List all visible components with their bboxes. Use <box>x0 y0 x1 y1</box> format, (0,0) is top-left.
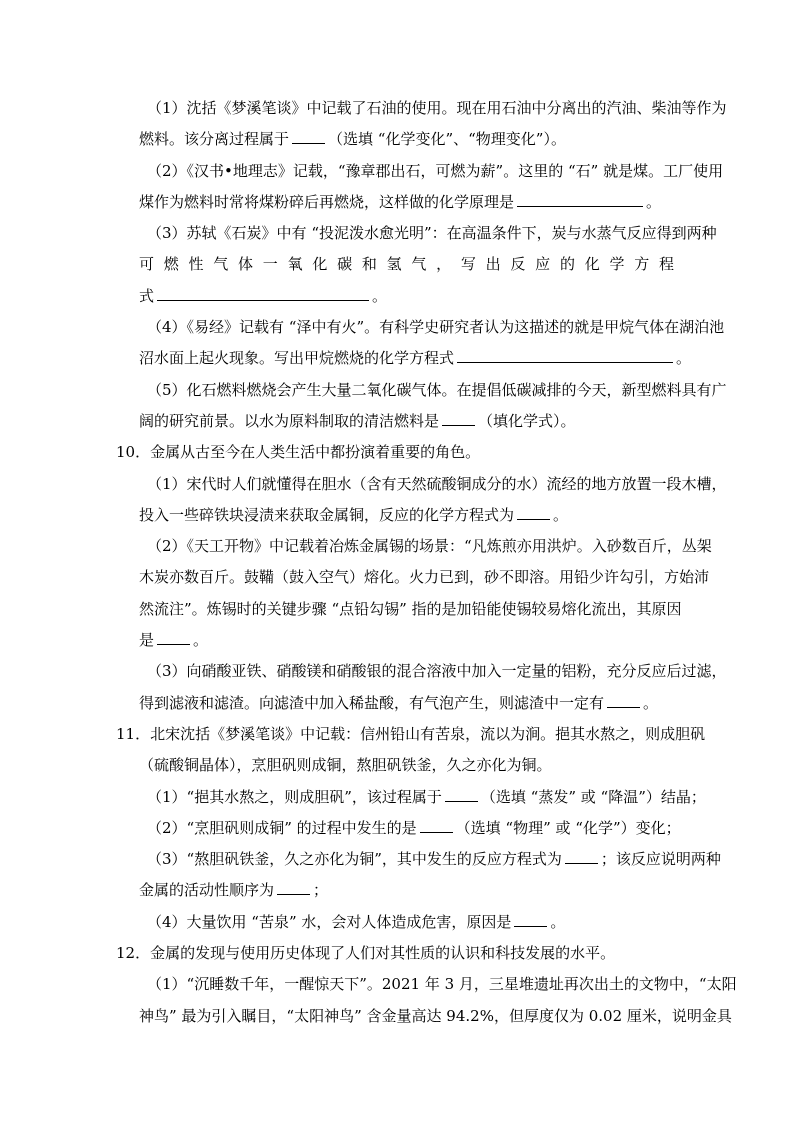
q9-part3-line2 <box>0 249 794 280</box>
answer-blank[interactable] <box>445 783 478 802</box>
q11-stem-line2 <box>0 750 794 781</box>
q10-part2-line4 <box>0 625 794 656</box>
text-line: 投入一些碎铁块浸渍来获取金属铜，反应的化学方程式为 。 <box>139 500 568 531</box>
question-stem: 12．金属的发现与使用历史体现了人们对其性质的认识和科技发展的水平。 <box>116 944 616 963</box>
q11-part3-line1 <box>0 844 794 875</box>
text-line: 木炭亦数百斤。鼓鞴（鼓入空气）熔化。火力已到，砂不即溶。用铅少许勾引，方始沛 <box>139 568 710 587</box>
q11-stem-line1 <box>0 719 794 750</box>
text-line: 燃料。该分离过程属于 （选填 “化学变化”、“物理变化”）。 <box>139 124 566 155</box>
q12-part1-line2 <box>0 1001 794 1032</box>
text-line: （3）“熬胆矾铁釜，久之亦化为铜”，其中发生的反应方程式为 ；该反应说明两种 <box>147 844 721 875</box>
answer-blank[interactable] <box>157 626 190 645</box>
q9-part2-line2 <box>0 187 794 218</box>
question-content <box>0 93 794 1032</box>
text-line: （1）“沉睡数千年，一醒惊天下”。2021 年 3 月，三星堆遗址再次出土的文物中，“太阳 <box>147 975 737 994</box>
q10-stem <box>0 437 794 468</box>
text-line: （4）《易经》记载有 “泽中有火”。有科学史研究者认为这描述的就是甲烷气体在湖泊池 <box>147 318 725 337</box>
text-line: （1）宋代时人们就懂得在胆水（含有天然硫酸铜成分的水）流经的地方放置一段木槽， <box>147 474 727 493</box>
answer-blank[interactable] <box>565 845 598 864</box>
text-line: （2）《汉书•地理志》记载，“豫章郡出石，可燃为薪”。这里的 “石” 就是煤。工厂使用 <box>147 161 724 180</box>
text-line: （1）“挹其水熬之，则成胆矾”，该过程属于 （选填 “蒸发” 或 “降温”）结晶； <box>147 782 706 813</box>
q9-part5-line1 <box>0 375 794 406</box>
text-line: （2）“烹胆矾则成铜” 的过程中发生的是 （选填 “物理” 或 “化学”）变化； <box>147 813 681 844</box>
text-line: （硫酸铜晶体），烹胆矾则成铜，熬胆矾铁釜，久之亦化为铜。 <box>139 756 552 775</box>
text-line: 然流注”。炼锡时的关键步骤 “点铅勾锡” 指的是加铅能使锡较易熔化流出，其原因 <box>139 599 682 618</box>
answer-blank[interactable] <box>514 908 547 927</box>
answer-blank[interactable] <box>607 689 640 708</box>
q10-part1-line2 <box>0 500 794 531</box>
q9-part3-line3 <box>0 281 794 312</box>
q11-part1 <box>0 782 794 813</box>
q10-part2-line1 <box>0 531 794 562</box>
q10-part3-line1 <box>0 656 794 687</box>
answer-blank[interactable] <box>517 501 550 520</box>
text-line: 神鸟” 最为引入瞩目，“太阳神鸟” 含金量高达 94.2%，但厚度仅为 0.02 厘米，说明金具 <box>139 1006 732 1025</box>
q10-part3-line2 <box>0 688 794 719</box>
q9-part1-line2 <box>0 124 794 155</box>
q10-part2-line3 <box>0 594 794 625</box>
q9-part5-line2 <box>0 406 794 437</box>
question-stem: 10．金属从古至今在人类生活中都扮演着重要的角色。 <box>116 443 481 462</box>
text-line: （3）苏轼《石炭》中有 “投泥泼水愈光明”：在高温条件下，炭与水蒸气反应得到两种 <box>147 224 717 243</box>
text-line: 得到滤液和滤渣。向滤渣中加入稀盐酸，有气泡产生，则滤渣中一定有 。 <box>139 688 658 719</box>
q12-stem <box>0 938 794 969</box>
q10-part1-line1 <box>0 469 794 500</box>
text-line: 是 。 <box>139 625 208 656</box>
answer-blank[interactable] <box>442 407 475 426</box>
q9-part1-line1 <box>0 93 794 124</box>
q11-part2 <box>0 813 794 844</box>
question-stem: 11．北宋沈括《梦溪笔谈》中记载：信州铅山有苦泉，流以为涧。挹其水熬之，则成胆矾 <box>116 724 706 743</box>
q11-part4 <box>0 907 794 938</box>
q9-part4-line2 <box>0 343 794 374</box>
answer-blank[interactable] <box>157 282 369 301</box>
text-line: 沼水面上起火现象。写出甲烷燃烧的化学方程式 。 <box>139 343 691 374</box>
answer-blank[interactable] <box>292 125 325 144</box>
q9-part4-line1 <box>0 312 794 343</box>
q10-part2-line2 <box>0 562 794 593</box>
answer-blank[interactable] <box>420 814 453 833</box>
text-line: 可燃性气体一氧化碳和氢气，写出反应的化学方程 <box>139 255 674 274</box>
text-line: （4）大量饮用 “苦泉” 水，会对人体造成危害，原因是 。 <box>147 907 565 938</box>
answer-blank[interactable] <box>517 188 643 207</box>
text-line: （5）化石燃料燃烧会产生大量二氧化碳气体。在提倡低碳减排的今天，新型燃料具有广 <box>147 380 727 399</box>
answer-blank[interactable] <box>277 876 310 895</box>
answer-blank[interactable] <box>457 344 673 363</box>
text-line: （3）向硝酸亚铁、硝酸镁和硝酸银的混合溶液中加入一定量的铝粉，充分反应后过滤， <box>147 662 727 681</box>
text-line: 金属的活动性顺序为 ； <box>139 875 328 906</box>
q9-part2-line1 <box>0 156 794 187</box>
text-line: 式 。 <box>139 281 387 312</box>
text-line: 煤作为燃料时常将煤粉碎后再燃烧，这样做的化学原理是 。 <box>139 187 661 218</box>
q11-part3-line2 <box>0 875 794 906</box>
q12-part1-line1 <box>0 969 794 1000</box>
text-line: （1）沈括《梦溪笔谈》中记载了石油的使用。现在用石油中分离出的汽油、柴油等作为 <box>147 99 727 117</box>
q9-part3-line1 <box>0 218 794 249</box>
text-line: 阔的研究前景。以水为原料制取的清洁燃料是 （填化学式）。 <box>139 406 576 437</box>
text-line: （2）《天工开物》中记载着冶炼金属锡的场景：“凡炼煎亦用洪炉。入砂数百斤，丛架 <box>147 537 712 556</box>
